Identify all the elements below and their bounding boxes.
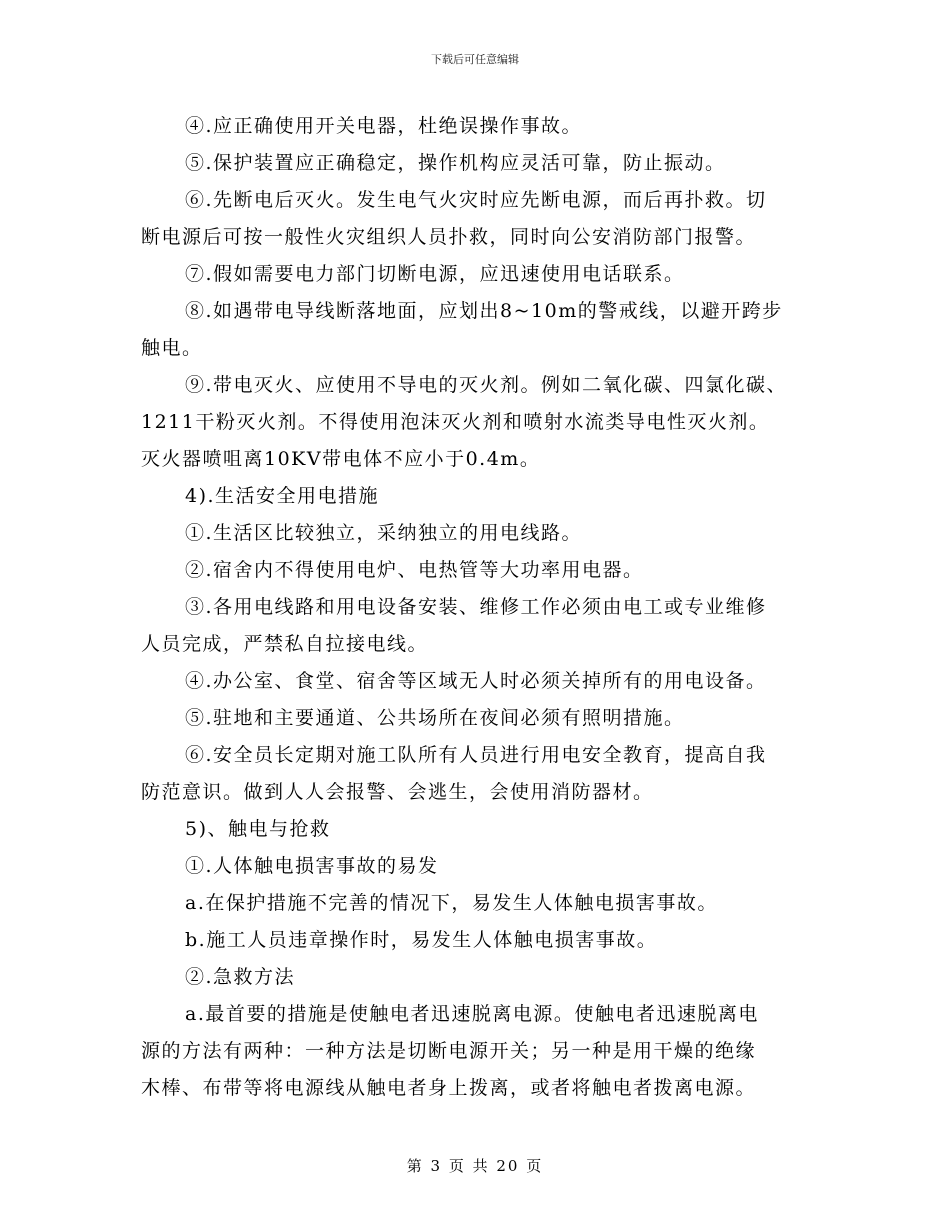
- page-header: 下载后可任意编辑: [431, 53, 519, 66]
- paragraph-line: 木棒、布带等将电源线从触电者身上拨离，或者将触电者拨离电源。: [141, 1077, 757, 1099]
- paragraph-line: ②.宿舍内不得使用电炉、电热管等大功率用电器。: [185, 559, 644, 581]
- paragraph-line: ④.办公室、食堂、宿舍等区域无人时必须关掉所有的用电设备。: [185, 670, 767, 692]
- paragraph-line: ⑨.带电灭火、应使用不导电的灭火剂。例如二氧化碳、四氯化碳、: [185, 374, 788, 396]
- paragraph-line: b.施工人员违章操作时，易发生人体触电损害事故。: [185, 929, 658, 951]
- paragraph-line: ⑥.安全员长定期对施工队所有人员进行用电安全教育，提高自我: [185, 744, 767, 766]
- paragraph-line: 触电。: [141, 337, 203, 359]
- paragraph-line: 灭火器喷咀离10KV带电体不应小于0.4m。: [141, 448, 541, 470]
- paragraph-line: ①.人体触电损害事故的易发: [185, 855, 439, 877]
- paragraph-line: 断电源后可按一般性火灾组织人员扑救，同时向公安消防部门报警。: [141, 226, 757, 248]
- paragraph-line: ⑤.保护装置应正确稳定，操作机构应灵活可靠，防止振动。: [185, 152, 726, 174]
- paragraph-line: ⑧.如遇带电导线断落地面，应划出8~10m的警戒线，以避开跨步: [185, 300, 783, 322]
- paragraph-line: 5)、触电与抢救: [185, 818, 331, 840]
- paragraph-line: 源的方法有两种：一种方法是切断电源开关；另一种是用干燥的绝缘: [141, 1040, 757, 1062]
- paragraph-line: ⑦.假如需要电力部门切断电源，应迅速使用电话联系。: [185, 263, 685, 285]
- page-number-footer: 第 3 页 共 20 页: [406, 1157, 544, 1175]
- paragraph-line: 防范意识。做到人人会报警、会逃生，会使用消防器材。: [141, 781, 654, 803]
- paragraph-line: ⑤.驻地和主要通道、公共场所在夜间必须有照明措施。: [185, 707, 685, 729]
- paragraph-line: a.最首要的措施是使触电者迅速脱离电源。使触电者迅速脱离电: [185, 1003, 759, 1025]
- paragraph-line: 1211干粉灭火剂。不得使用泡沫灭火剂和喷射水流类导电性灭火剂。: [141, 411, 770, 433]
- paragraph-line: ②.急救方法: [185, 966, 296, 988]
- paragraph-line: ③.各用电线路和用电设备安装、维修工作必须由电工或专业维修: [185, 596, 767, 618]
- paragraph-line: ④.应正确使用开关电器，杜绝误操作事故。: [185, 115, 583, 137]
- paragraph-line: ①.生活区比较独立，采纳独立的用电线路。: [185, 522, 583, 544]
- paragraph-line: 人员完成，严禁私自拉接电线。: [141, 633, 429, 655]
- paragraph-line: ⑥.先断电后灭火。发生电气火灾时应先断电源，而后再扑救。切: [185, 189, 767, 211]
- paragraph-line: 4).生活安全用电措施: [185, 485, 380, 507]
- paragraph-line: a.在保护措施不完善的情况下，易发生人体触电损害事故。: [185, 892, 718, 914]
- document-body: [141, 108, 831, 1107]
